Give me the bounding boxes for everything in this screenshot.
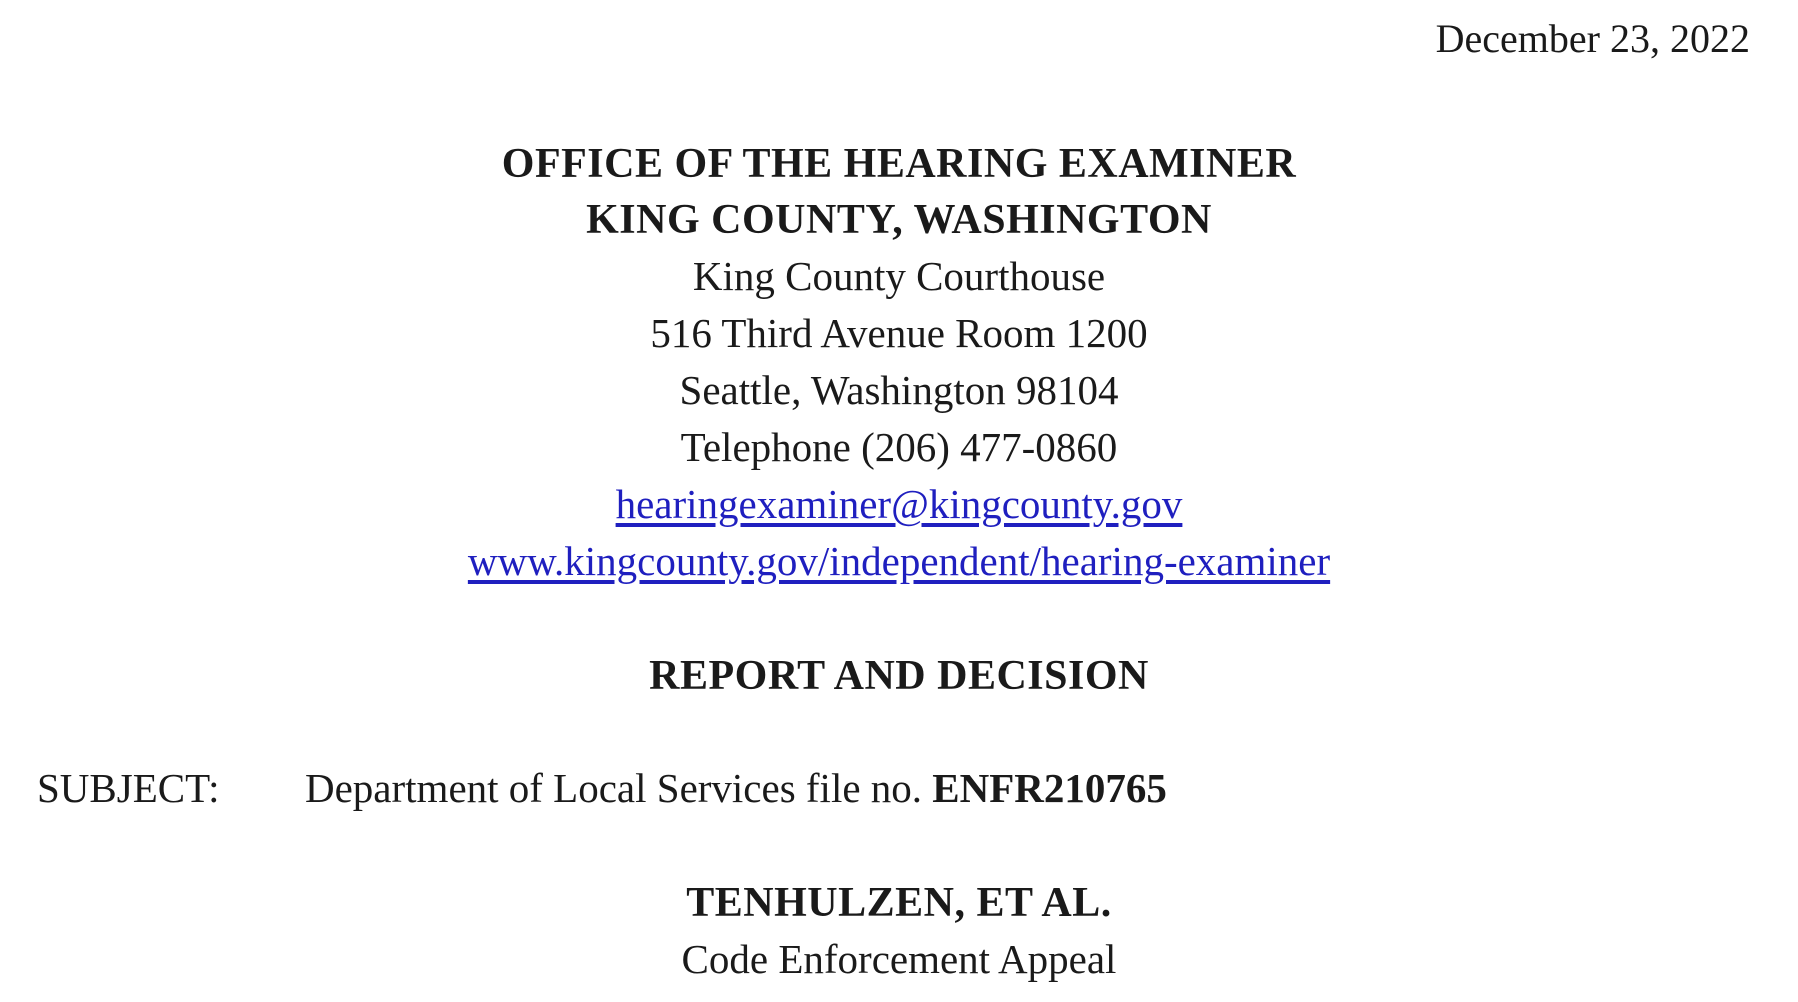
subject-row xyxy=(37,760,1167,816)
case-name: TENHULZEN, ET AL. xyxy=(686,880,1112,926)
report-title: REPORT AND DECISION xyxy=(649,653,1149,699)
email-link[interactable]: hearingexaminer@kingcounty.gov xyxy=(615,481,1183,527)
email-line xyxy=(0,476,1798,533)
document-date: December 23, 2022 xyxy=(1435,16,1750,61)
county-name: KING COUNTY, WASHINGTON xyxy=(586,197,1212,243)
street-address: 516 Third Avenue Room 1200 xyxy=(650,310,1148,356)
office-header xyxy=(0,136,1798,590)
file-number: ENFR210765 xyxy=(932,765,1167,811)
telephone: Telephone (206) 477-0860 xyxy=(680,424,1118,470)
office-name: OFFICE OF THE HEARING EXAMINER xyxy=(501,141,1297,187)
website-link[interactable]: www.kingcounty.gov/independent/hearing-examiner xyxy=(467,538,1331,584)
case-type: Code Enforcement Appeal xyxy=(681,936,1117,982)
city-address: Seattle, Washington 98104 xyxy=(679,367,1119,413)
subject-text: Department of Local Services file no. xyxy=(305,765,923,811)
website-line xyxy=(0,533,1798,590)
subject-label: SUBJECT: xyxy=(37,765,220,811)
building-name: King County Courthouse xyxy=(692,253,1106,299)
case-block xyxy=(0,875,1798,988)
